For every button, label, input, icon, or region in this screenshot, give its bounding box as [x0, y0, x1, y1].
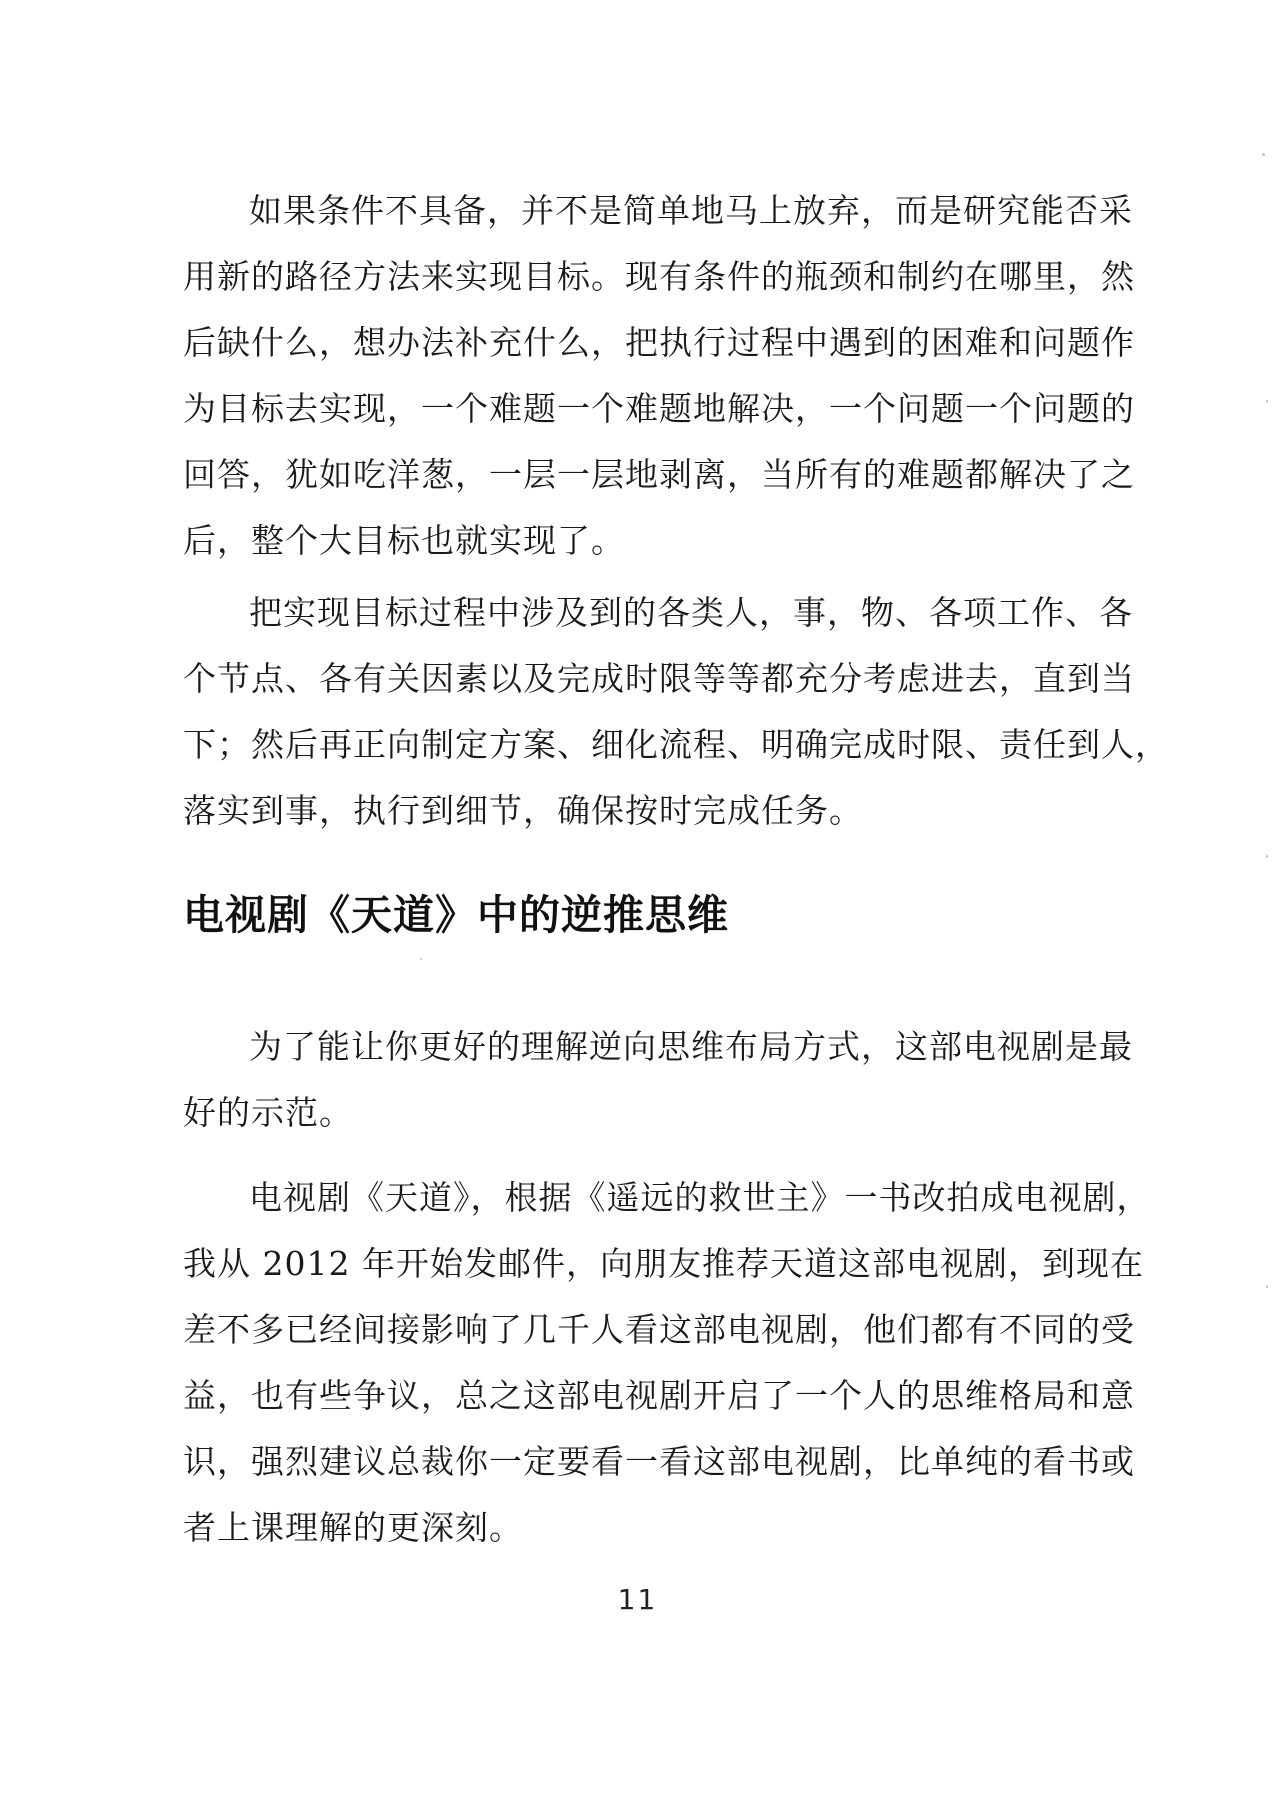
paragraph-line: 为了能让你更好的理解逆向思维布局方式，这部电视剧是最	[249, 1027, 1133, 1066]
section-heading: 电视剧《天道》中的逆推思维	[183, 891, 729, 939]
paragraph-line: 落实到事，执行到细节，确保按时完成任务。	[183, 791, 863, 830]
paragraph-line: 我从 2012 年开始发邮件，向朋友推荐天道这部电视剧，到现在	[183, 1244, 1144, 1283]
paragraph-tv-series	[183, 1165, 1151, 1561]
paragraph-line: 为目标去实现，一个难题一个难题地解决，一个问题一个问题的	[183, 389, 1135, 428]
page-number: 11	[617, 1583, 658, 1616]
scan-speck	[1266, 855, 1268, 858]
paragraph-conditions	[183, 178, 1135, 574]
paragraph-intro	[183, 1014, 1133, 1146]
scan-speck	[420, 958, 422, 960]
paragraph-line: 益，也有些争议，总之这部电视剧开启了一个人的思维格局和意	[183, 1376, 1135, 1415]
paragraph-planning	[183, 580, 1169, 844]
paragraph-line: 个节点、各有关因素以及完成时限等等都充分考虑进去，直到当	[183, 659, 1135, 698]
paragraph-line: 用新的路径方法来实现目标。现有条件的瓶颈和制约在哪里，然	[183, 257, 1135, 296]
scan-speck	[1266, 400, 1268, 403]
paragraph-line: 下；然后再正向制定方案、细化流程、明确完成时限、责任到人，	[183, 725, 1169, 764]
paragraph-line: 后，整个大目标也就实现了。	[183, 521, 625, 560]
paragraph-line: 把实现目标过程中涉及到的各类人，事，物、各项工作、各	[249, 593, 1133, 632]
paragraph-line: 好的示范。	[183, 1093, 353, 1132]
paragraph-line: 如果条件不具备，并不是简单地马上放弃，而是研究能否采	[249, 191, 1133, 230]
paragraph-line: 差不多已经间接影响了几千人看这部电视剧，他们都有不同的受	[183, 1310, 1135, 1349]
paragraph-line: 后缺什么，想办法补充什么，把执行过程中遇到的困难和问题作	[183, 323, 1135, 362]
paragraph-line: 者上课理解的更深刻。	[183, 1508, 523, 1547]
paragraph-line: 回答，犹如吃洋葱，一层一层地剥离，当所有的难题都解决了之	[183, 455, 1135, 494]
paragraph-line: 识，强烈建议总裁你一定要看一看这部电视剧，比单纯的看书或	[183, 1442, 1135, 1481]
scan-speck	[1262, 153, 1265, 156]
scan-speck	[1266, 1285, 1268, 1288]
paragraph-line: 电视剧《天道》，根据《遥远的救世主》一书改拍成电视剧，	[249, 1178, 1151, 1217]
